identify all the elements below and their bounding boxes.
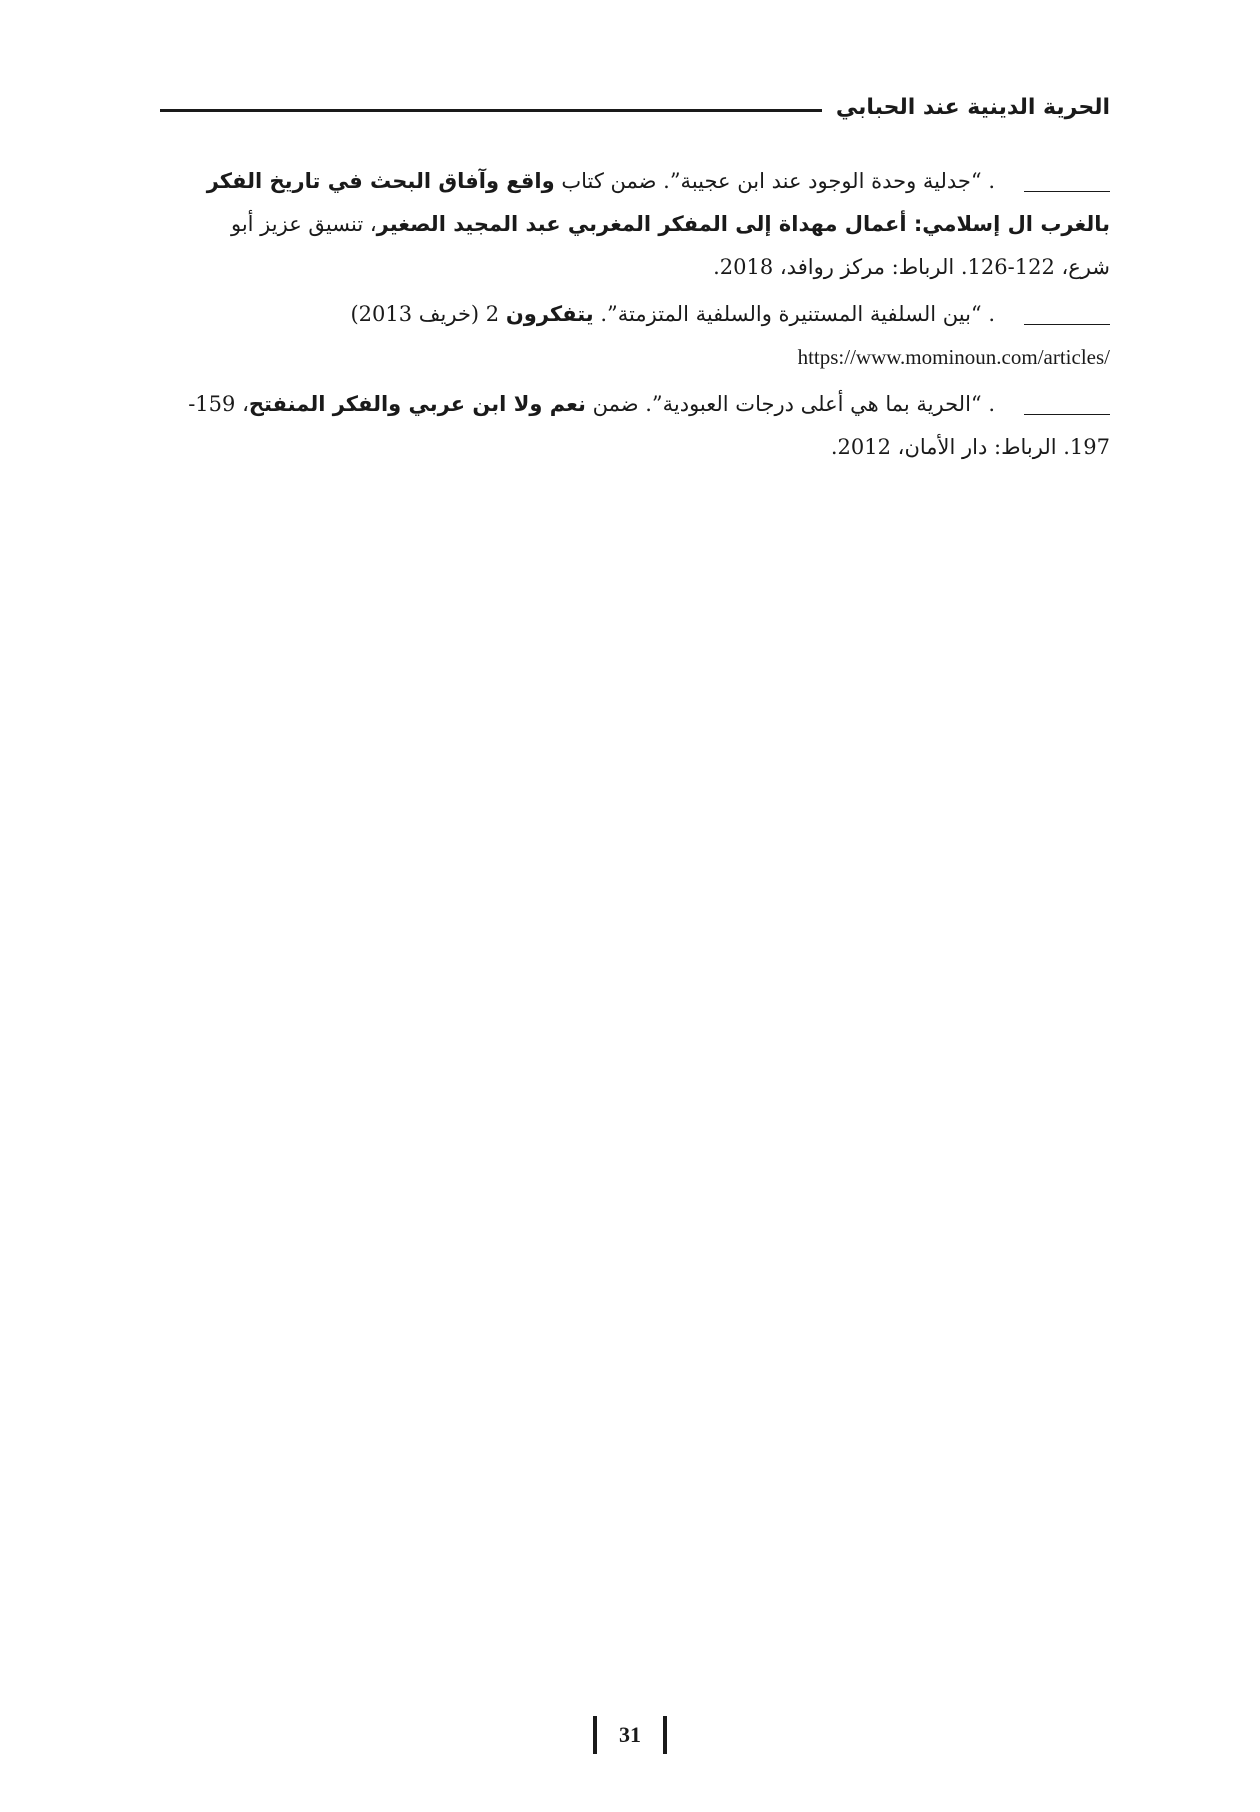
entry-text: . “جدلية وحدة الوجود عند ابن عجيبة”. ضمن كتاب	[554, 169, 995, 193]
entry-line	[160, 160, 995, 203]
entry-line	[160, 246, 1110, 289]
running-header-title: الحرية الدينية عند الحبابي	[835, 94, 1110, 120]
running-header	[160, 86, 1110, 128]
entry-text: ، 159-	[188, 392, 249, 416]
entry-text: شرع، 122-126. الرباط: مركز روافد، 2018.	[713, 255, 1110, 279]
entry-text: 2 (خريف 2013)	[350, 302, 506, 326]
running-header-rule	[160, 109, 822, 112]
entry-text: . “الحرية بما هي أعلى درجات العبودية”. ضمن	[585, 392, 995, 416]
entry-title-bold: بالغرب ال إسلامي: أعمال مهداة إلى المفكر المغربي عبد المجيد الصغير	[376, 212, 1110, 236]
entry-line	[238, 336, 1110, 379]
author-repeat-dash	[1024, 324, 1110, 325]
entry-line	[160, 426, 1110, 469]
entry-text: 197. الرباط: دار الأمان، 2012.	[830, 435, 1110, 459]
entry-continuation	[160, 426, 1110, 469]
page-number: 31	[619, 1722, 641, 1747]
author-repeat-dash	[1024, 191, 1110, 192]
entry-journal-bold: يتفكرون	[505, 302, 594, 326]
entry-text: . “بين السلفية المستنيرة والسلفية المتزمتة”.	[593, 302, 995, 326]
entry-url-link[interactable]: https://www.mominoun.com/articles/	[797, 345, 1110, 369]
entry-continuation	[160, 336, 1110, 379]
author-repeat-dash	[1024, 414, 1110, 415]
bibliography-entry-3	[160, 383, 1110, 469]
page-footer	[0, 1716, 1260, 1754]
entry-line	[160, 203, 1110, 246]
entry-title-bold: نعم ولا ابن عربي والفكر المنفتح	[248, 392, 586, 416]
entry-line	[160, 383, 995, 426]
footer-bar-right	[663, 1716, 667, 1754]
bibliography-list	[160, 160, 1110, 473]
entry-text: ، تنسيق عزيز أبو	[230, 212, 377, 236]
bibliography-entry-2	[160, 293, 1110, 379]
entry-title-bold: واقع وآفاق البحث في تاريخ الفكر	[206, 169, 555, 193]
entry-line	[160, 293, 995, 336]
bibliography-entry-1	[160, 160, 1110, 289]
entry-continuation	[160, 203, 1110, 289]
